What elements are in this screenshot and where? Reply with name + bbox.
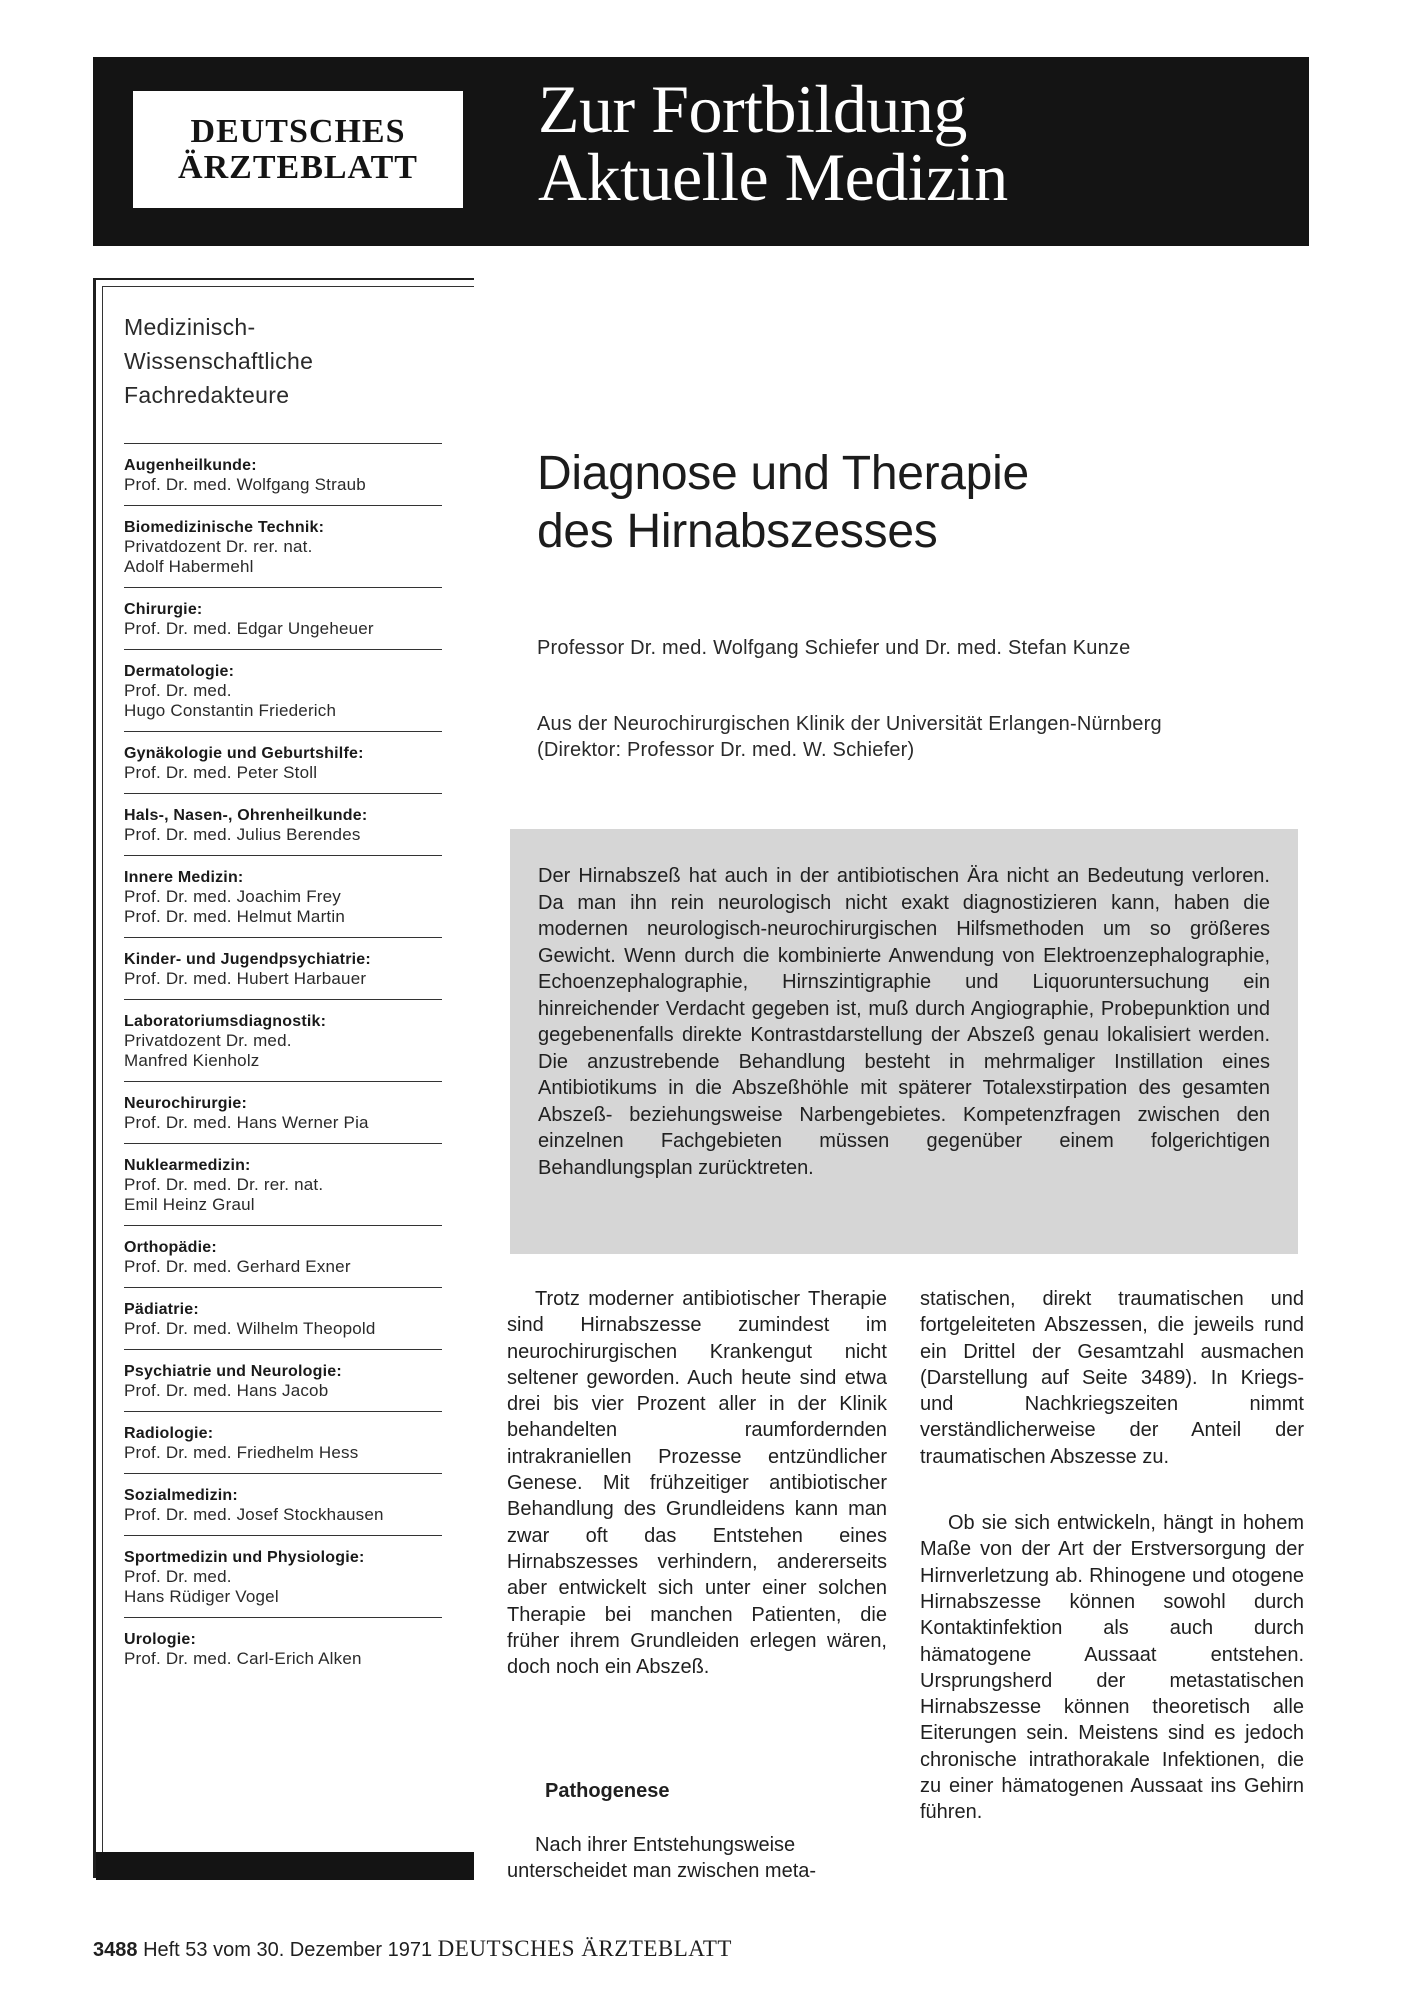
editor-field: Augenheilkunde: bbox=[124, 457, 257, 474]
editors-heading-line2: Wissenschaftliche bbox=[124, 348, 314, 374]
section-title bbox=[538, 71, 1008, 215]
editor-entry bbox=[124, 443, 442, 505]
article-title-line2: des Hirnabszesses bbox=[537, 505, 938, 558]
body-paragraph: Nach ihrer Entstehungsweise unterscheidet man zwischen meta- bbox=[507, 1834, 817, 1883]
editor-field: Hals-, Nasen-, Ohrenheilkunde: bbox=[124, 807, 368, 824]
editor-name: Privatdozent Dr. med. Manfred Kienholz bbox=[124, 1031, 292, 1070]
body-column-left bbox=[507, 1286, 887, 1680]
editor-entry bbox=[124, 1617, 442, 1679]
abstract-box bbox=[510, 829, 1298, 1254]
editor-entry bbox=[124, 937, 442, 999]
editor-name: Prof. Dr. med. Friedhelm Hess bbox=[124, 1443, 359, 1462]
editor-name: Prof. Dr. med. Hans Werner Pia bbox=[124, 1113, 369, 1132]
editor-entry bbox=[124, 1349, 442, 1411]
logo-line2: ÄRZTEBLATT bbox=[178, 148, 418, 186]
editor-entry bbox=[124, 1143, 442, 1225]
editor-field: Psychiatrie und Neurologie: bbox=[124, 1363, 342, 1380]
editor-name: Prof. Dr. med. Hans Rüdiger Vogel bbox=[124, 1567, 279, 1606]
editor-field: Gynäkologie und Geburtshilfe: bbox=[124, 745, 364, 762]
header-banner bbox=[93, 57, 1309, 246]
editors-heading bbox=[124, 310, 313, 412]
body-column-right bbox=[920, 1286, 1304, 1826]
editor-name: Prof. Dr. med. Gerhard Exner bbox=[124, 1257, 351, 1276]
journal-logo bbox=[128, 86, 468, 213]
editor-entry bbox=[124, 855, 442, 937]
editor-entry bbox=[124, 587, 442, 649]
editor-entry bbox=[124, 1473, 442, 1535]
editor-field: Kinder- und Jugendpsychiatrie: bbox=[124, 951, 371, 968]
editor-name: Prof. Dr. med. Wolfgang Straub bbox=[124, 475, 366, 494]
editor-field: Sozialmedizin: bbox=[124, 1487, 238, 1504]
editor-entry bbox=[124, 999, 442, 1081]
editor-field: Chirurgie: bbox=[124, 601, 203, 618]
editor-entry bbox=[124, 1535, 442, 1617]
editor-field: Radiologie: bbox=[124, 1425, 214, 1442]
editors-sidebar bbox=[93, 278, 474, 1878]
article-title-line1: Diagnose und Therapie bbox=[537, 447, 1029, 500]
editor-entry bbox=[124, 1081, 442, 1143]
affiliation-line1: Aus der Neurochirurgischen Klinik der Universität Erlangen-Nürnberg bbox=[537, 713, 1162, 735]
body-paragraph: Ob sie sich entwickeln, hängt in hohem Maße von der Art der Erstversorgung der Hirnverletzung ab. Rhinogene und otogene Hirnabszesse können sowohl durch Kontaktinfektion als auch durch hämatogene Aussaat entstehen. Ursprungsherd der metastatischen Hirnabszesse können theoretisch alle Eiterungen sein. Meistens sind es jedoch chronische intrathorakale Infektionen, die zu einer hämatogenen Aussaat ins Gehirn führen. bbox=[920, 1512, 1304, 1824]
editors-heading-line3: Fachredakteure bbox=[124, 382, 290, 408]
editor-entry bbox=[124, 731, 442, 793]
issue-info: Heft 53 vom 30. Dezember 1971 bbox=[143, 1939, 433, 1961]
section-title-line1: Zur Fortbildung bbox=[538, 71, 967, 147]
editor-name: Prof. Dr. med. Josef Stockhausen bbox=[124, 1505, 384, 1524]
editor-name: Prof. Dr. med. Hubert Harbauer bbox=[124, 969, 367, 988]
affiliation-line2: (Direktor: Professor Dr. med. W. Schiefer) bbox=[537, 739, 915, 761]
editor-field: Dermatologie: bbox=[124, 663, 235, 680]
editor-entry bbox=[124, 1225, 442, 1287]
page-footer bbox=[93, 1936, 732, 1962]
editor-entry bbox=[124, 649, 442, 731]
section-subheading: Pathogenese bbox=[545, 1780, 670, 1802]
editor-field: Sportmedizin und Physiologie: bbox=[124, 1549, 365, 1566]
editor-field: Neurochirurgie: bbox=[124, 1095, 248, 1112]
body-paragraph: Trotz moderner antibiotischer Therapie sind Hirnabszesse zumindest im neurochirurgischen Krankengut nicht seltener geworden. Auch heute sind etwa drei bis vier Prozent aller in der Klinik behandelten raumfordernden intrakraniellen Prozesse entzündlicher Genese. Mit frühzeitiger antibiotischer Behandlung des Grundleidens kann man zwar oft das Entstehen eines Hirnabszesses verhindern, andererseits aber entwickelt sich unter einer solchen Therapie bei manchen Patienten, die früher ihrem Grundleiden erlegen wären, doch noch ein Abszeß. bbox=[507, 1288, 887, 1679]
editor-entry bbox=[124, 1287, 442, 1349]
editor-entry bbox=[124, 1411, 442, 1473]
footer-journal-name: DEUTSCHES ÄRZTEBLATT bbox=[437, 1936, 732, 1961]
editor-field: Innere Medizin: bbox=[124, 869, 244, 886]
article-affiliation bbox=[537, 711, 1162, 763]
editor-field: Urologie: bbox=[124, 1631, 197, 1648]
editor-field: Nuklearmedizin: bbox=[124, 1157, 251, 1174]
logo-line1: DEUTSCHES bbox=[190, 112, 406, 150]
editor-name: Prof. Dr. med. Peter Stoll bbox=[124, 763, 318, 782]
editor-field: Biomedizinische Technik: bbox=[124, 519, 325, 536]
editor-entry bbox=[124, 793, 442, 855]
section-title-line2: Aktuelle Medizin bbox=[538, 139, 1008, 215]
editor-entry bbox=[124, 505, 442, 587]
editor-field: Pädiatrie: bbox=[124, 1301, 199, 1318]
body-column-left-continued bbox=[507, 1832, 887, 1885]
editor-name: Privatdozent Dr. rer. nat. Adolf Habermehl bbox=[124, 537, 313, 576]
editor-name: Prof. Dr. med. Carl-Erich Alken bbox=[124, 1649, 362, 1668]
editor-name: Prof. Dr. med. Edgar Ungeheuer bbox=[124, 619, 374, 638]
abstract-text: Der Hirnabszeß hat auch in der antibiotischen Ära nicht an Bedeutung verloren. Da man ihn rein neurologisch nicht exakt diagnostizieren kann, haben die modernen neurologisch-neurochirurgischen Hilfsmethoden um so größeres Gewicht. Wenn durch die kombinierte Anwendung von Elektroenzephalographie, Echoenzephalographie, Hirnszintigraphie und Liquoruntersuchung ein hinreichender Verdacht gegeben ist, muß durch Angiographie, Probepunktion und gegebenenfalls direkte Kontrastdarstellung der Abszeß genau lokalisiert werden. Die anzustrebende Behandlung besteht in mehrmaliger Instillation eines Antibiotikums in die Abszeßhöhle mit späterer Totalexstirpation des gesamten Abszeß- beziehungsweise Narbengebietes. Kompetenzfragen zwischen den einzelnen Fachgebieten müssen gegenüber einem folgerichtigen Behandlungsplan zurücktreten. bbox=[538, 865, 1270, 1179]
editor-name: Prof. Dr. med. Julius Berendes bbox=[124, 825, 361, 844]
editor-name: Prof. Dr. med. Wilhelm Theopold bbox=[124, 1319, 376, 1338]
editors-list bbox=[124, 443, 442, 1679]
editor-name: Prof. Dr. med. Hans Jacob bbox=[124, 1381, 329, 1400]
article-authors: Professor Dr. med. Wolfgang Schiefer und Dr. med. Stefan Kunze bbox=[537, 637, 1131, 659]
body-paragraph: statischen, direkt traumatischen und fortgeleiteten Abszessen, die jeweils rund ein Drittel der Gesamtzahl ausmachen (Darstellung auf Seite 3489). In Kriegs- und Nachkriegszeiten nimmt verständlicherweise der Anteil der traumatischen Abszesse zu. bbox=[920, 1288, 1304, 1468]
article-title bbox=[537, 445, 1029, 561]
page-number: 3488 bbox=[93, 1939, 138, 1961]
editor-field: Orthopädie: bbox=[124, 1239, 217, 1256]
editor-field: Laboratoriumsdiagnostik: bbox=[124, 1013, 327, 1030]
editors-heading-line1: Medizinisch- bbox=[124, 314, 256, 340]
editor-name: Prof. Dr. med. Hugo Constantin Friederich bbox=[124, 681, 337, 720]
editor-name: Prof. Dr. med. Joachim Frey Prof. Dr. med. Helmut Martin bbox=[124, 887, 345, 926]
editor-name: Prof. Dr. med. Dr. rer. nat. Emil Heinz Graul bbox=[124, 1175, 324, 1214]
